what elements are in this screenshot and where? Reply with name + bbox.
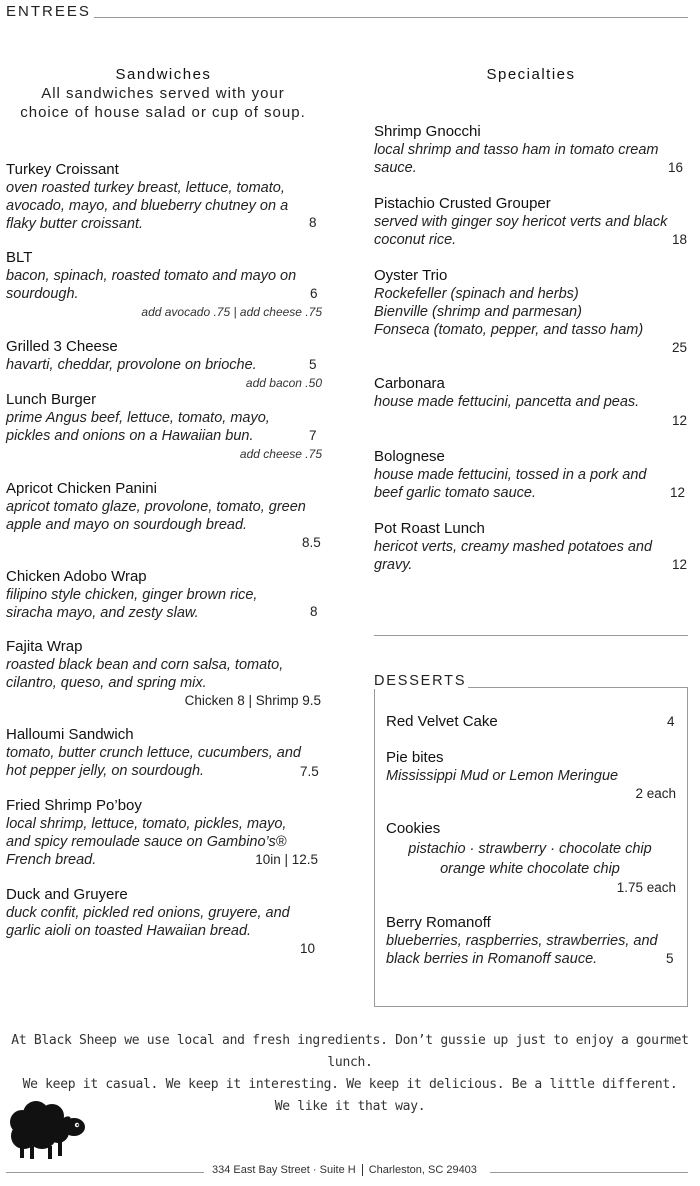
sandwiches-subtitle xyxy=(0,84,326,122)
menu-item-turkey-croissant xyxy=(6,161,322,233)
specialties-title: Specialties xyxy=(486,66,576,83)
item-name: Apricot Chicken Panini xyxy=(6,480,157,497)
item-price: 12 xyxy=(670,485,686,500)
item-name: Turkey Croissant xyxy=(6,161,119,178)
menu-item-bolognese xyxy=(374,448,688,502)
item-description: house made fettucini, pancetta and peas. xyxy=(374,394,640,410)
dessert-name: Red Velvet Cake xyxy=(386,713,498,730)
item-price: 7.5 xyxy=(300,764,319,779)
sandwiches-subtitle-line: choice of house salad or cup of soup. xyxy=(20,104,306,121)
item-description: house made fettucini, tossed in a pork and beef garlic tomato sauce. xyxy=(374,467,647,501)
dessert-price: 1.75 each xyxy=(616,880,676,895)
item-name: Pot Roast Lunch xyxy=(374,520,485,537)
item-price: Chicken 8 | Shrimp 9.5 xyxy=(184,693,321,708)
item-price: 18 xyxy=(672,232,688,247)
item-name: Halloumi Sandwich xyxy=(6,726,134,743)
menu-item-oyster-trio xyxy=(374,267,688,339)
item-price: 6 xyxy=(310,286,318,301)
dessert-name: Berry Romanoff xyxy=(386,914,491,931)
desserts-rule xyxy=(468,687,688,688)
item-description: duck confit, pickled red onions, gruyere, and garlic aioli on toasted Hawaiian bread. xyxy=(6,905,290,939)
item-name: Carbonara xyxy=(374,375,445,392)
item-name: Chicken Adobo Wrap xyxy=(6,568,147,585)
item-price: 16 xyxy=(668,160,684,175)
item-name: BLT xyxy=(6,249,33,266)
item-description: filipino style chicken, ginger brown rice, siracha mayo, and zesty slaw. xyxy=(6,587,258,621)
dessert-name: Pie bites xyxy=(386,749,444,766)
item-addon: add bacon .50 xyxy=(245,376,322,390)
footer-rule-right xyxy=(490,1172,688,1173)
item-name: Fried Shrimp Po’boy xyxy=(6,797,142,814)
item-price: 10in | 12.5 xyxy=(255,852,318,867)
item-description-line: Rockefeller (spinach and herbs) xyxy=(374,286,579,302)
footer-rule-left xyxy=(6,1172,204,1173)
tagline-line: We keep it casual. We keep it interesting. We keep it delicious. Be a little different. xyxy=(22,1077,678,1092)
entrees-heading: ENTREES xyxy=(6,3,91,20)
item-description: served with ginger soy hericot verts and black coconut rice. xyxy=(374,214,668,248)
menu-item-shrimp-gnocchi xyxy=(374,123,688,177)
desserts-heading: DESSERTS xyxy=(370,673,470,689)
item-name: Oyster Trio xyxy=(374,267,448,284)
item-price: 5 xyxy=(309,357,317,372)
item-description-line: Fonseca (tomato, pepper, and tasso ham) xyxy=(374,322,644,338)
item-price: 12 xyxy=(672,557,688,572)
item-addon: add cheese .75 xyxy=(239,447,322,461)
item-price: 7 xyxy=(309,428,317,443)
item-name: Bolognese xyxy=(374,448,445,465)
item-price: 25 xyxy=(672,340,688,355)
item-description: roasted black bean and corn salsa, tomato, cilantro, queso, and spring mix. xyxy=(6,657,284,691)
footer-separator xyxy=(362,1164,363,1176)
item-name: Fajita Wrap xyxy=(6,638,83,655)
dessert-description: Mississippi Mud or Lemon Meringue xyxy=(386,768,619,784)
footer-street: 334 East Bay Street · Suite H xyxy=(212,1164,356,1176)
tagline xyxy=(0,1030,700,1118)
dessert-cookie-flavors: pistachio · strawberry · chocolate chip xyxy=(408,841,652,857)
menu-item-blt xyxy=(6,249,322,303)
item-description: tomato, butter crunch lettuce, cucumbers, and hot pepper jelly, on sourdough. xyxy=(6,745,301,779)
item-name: Lunch Burger xyxy=(6,391,97,408)
menu-item-chicken-adobo-wrap xyxy=(6,568,322,622)
item-price: 10 xyxy=(300,941,316,956)
item-description: oven roasted turkey breast, lettuce, tomato, avocado, mayo, and blueberry chutney on a flaky butter croissant. xyxy=(6,180,289,232)
item-name: Grilled 3 Cheese xyxy=(6,338,118,355)
item-description: havarti, cheddar, provolone on brioche. xyxy=(6,357,257,373)
item-addon: add avocado .75 | add cheese .75 xyxy=(141,305,322,319)
item-description: bacon, spinach, roasted tomato and mayo on sourdough. xyxy=(6,268,297,302)
specialties-divider xyxy=(374,635,688,636)
item-price: 8 xyxy=(310,604,318,619)
item-description: hericot verts, creamy mashed potatoes and gravy. xyxy=(374,539,653,573)
dessert-cookie-flavors: orange white chocolate chip xyxy=(440,861,620,877)
menu-item-pistachio-crusted-grouper xyxy=(374,195,688,249)
menu-item-pot-roast-lunch xyxy=(374,520,688,574)
dessert-description: blueberries, raspberries, strawberries, and black berries in Romanoff sauce. xyxy=(386,933,658,967)
item-name: Duck and Gruyere xyxy=(6,886,128,903)
black-sheep-logo-icon xyxy=(6,1100,90,1162)
footer-city: Charleston, SC 29403 xyxy=(368,1164,477,1176)
dessert-price: 4 xyxy=(667,714,675,729)
entrees-rule xyxy=(94,17,688,18)
item-name: Pistachio Crusted Grouper xyxy=(374,195,551,212)
item-description-line: Bienville (shrimp and parmesan) xyxy=(374,304,582,320)
menu-item-carbonara xyxy=(374,375,688,411)
menu-item-duck-and-gruyere xyxy=(6,886,322,940)
sandwiches-subtitle-line: All sandwiches served with your xyxy=(41,85,285,102)
item-description: prime Angus beef, lettuce, tomato, mayo, pickles and onions on a Hawaiian bun. xyxy=(6,410,270,444)
tagline-line: At Black Sheep we use local and fresh ingredients. Don’t gussie up just to enjoy a gourmet lunch. xyxy=(11,1033,689,1070)
menu-item-grilled-3-cheese xyxy=(6,338,322,374)
menu-item-lunch-burger xyxy=(6,391,322,445)
sandwiches-title: Sandwiches xyxy=(115,66,212,83)
item-price: 8.5 xyxy=(302,535,321,550)
item-name: Shrimp Gnocchi xyxy=(374,123,481,140)
footer-address xyxy=(212,1164,477,1176)
dessert-name: Cookies xyxy=(386,820,441,837)
menu-item-halloumi-sandwich xyxy=(6,726,322,780)
item-description: local shrimp and tasso ham in tomato cream sauce. xyxy=(374,142,659,176)
item-description: apricot tomato glaze, provolone, tomato, green apple and mayo on sourdough bread. xyxy=(6,499,306,533)
menu-item-apricot-chicken-panini xyxy=(6,480,322,534)
dessert-price: 5 xyxy=(666,951,674,966)
tagline-line: We like it that way. xyxy=(274,1099,426,1114)
menu-item-fajita-wrap xyxy=(6,638,322,692)
item-description: local shrimp, lettuce, tomato, pickles, mayo, and spicy remoulade sauce on Gambino’s® French bread. xyxy=(6,816,287,868)
item-price: 8 xyxy=(309,215,317,230)
item-price: 12 xyxy=(672,413,688,428)
dessert-price: 2 each xyxy=(635,786,676,801)
